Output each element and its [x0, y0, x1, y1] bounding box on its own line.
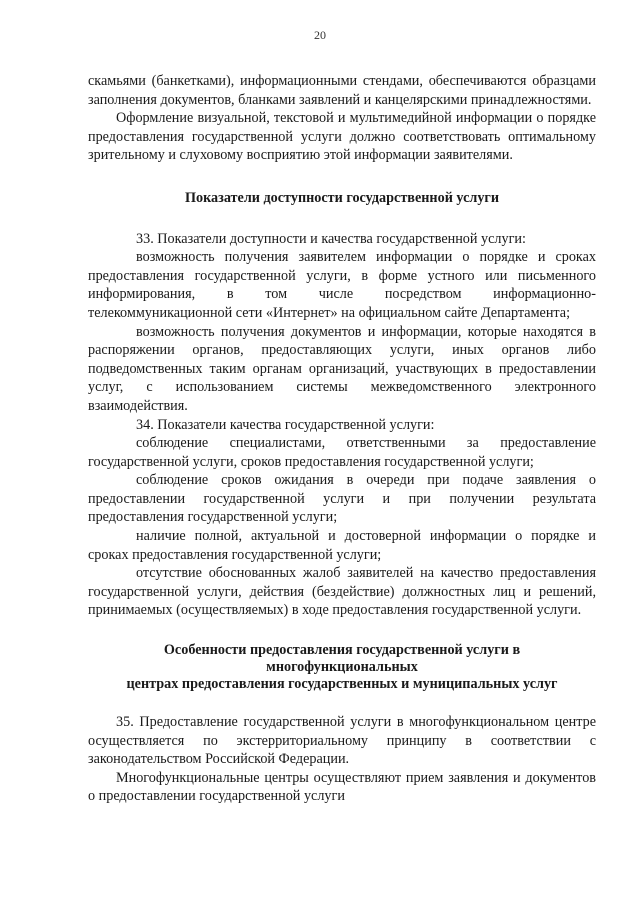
page-number: 20	[314, 28, 326, 42]
heading-line: центрах предоставления государственных и муниципальных услуг	[126, 676, 558, 693]
paragraph: Оформление визуальной, текстовой и мультимедийной информации о порядке предоставления государственной услуги должно соответствовать оптимальному зрительному и слуховому восприятию этой информации заявителями.	[88, 110, 596, 164]
list-item: наличие полной, актуальной и достоверной информации о порядке и сроках предоставления государственной услуги;	[88, 528, 596, 563]
list-item: отсутствие обоснованных жалоб заявителей на качество предоставления государственной услуги, действия (бездействие) должностных лиц и решений, принимаемых (осуществляемых) в ходе предоставления государственной услуги.	[88, 565, 596, 619]
section-heading	[88, 642, 596, 693]
list-item: возможность получения заявителем информации о порядке и сроках предоставления государственной услуги, в форме устного или письменного информирования, в том числе посредством информационно-телекоммуникационной сети «Интернет» на официальном сайте Департамента;	[88, 249, 596, 321]
list-item: возможность получения документов и информации, которые находятся в распоряжении органов, предоставляющих услуги, иных органов либо подведомственных таким органам организаций, участвующих в предоставлении услуг, с использованием системы межведомственного электронного взаимодействия.	[88, 323, 596, 414]
section-34-title: 34. Показатели качества государственной услуги:	[136, 416, 435, 433]
list-item: соблюдение сроков ожидания в очереди при подаче заявления о предоставлении государственной услуги и при получении результата предоставления государственной услуги;	[88, 472, 596, 526]
paragraph: скамьями (банкетками), информационными стендами, обеспечиваются образцами заполнения документов, бланками заявлений и канцелярскими принадлежностями.	[88, 73, 596, 108]
heading-line: Особенности предоставления государственной услуги в	[163, 642, 521, 659]
list-item: соблюдение специалистами, ответственными за предоставление государственной услуги, сроков предоставления государственной услуги;	[88, 435, 596, 470]
section-33-title: 33. Показатели доступности и качества государственной услуги:	[136, 230, 526, 247]
document-body	[88, 72, 596, 806]
paragraph: 35. Предоставление государственной услуги в многофункциональном центре осуществляется по экстерриториальному принципу в соответствии с законодательством Российской Федерации.	[88, 714, 596, 768]
paragraph: Многофункциональные центры осуществляют прием заявления и документов о предоставлении государственной услуги	[88, 769, 596, 805]
section-heading: Показатели доступности государственной услуги	[184, 189, 500, 206]
heading-line: многофункциональных	[266, 659, 418, 676]
